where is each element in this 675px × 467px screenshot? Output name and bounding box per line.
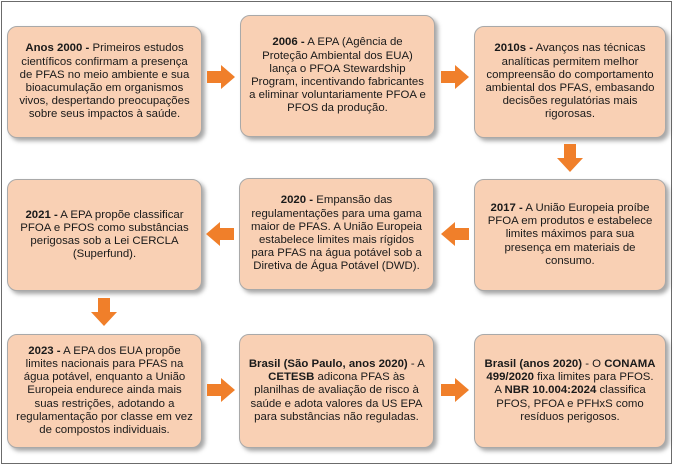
box-year: 2010s - [494,42,534,55]
arrow-right-icon [441,65,469,89]
box-year: Brasil (São Paulo, anos 2020) [248,357,408,370]
box-description: Avanços nas técnicas analíticas permitem melhor compreensão do comportamento ambiental dos PFAS, embasando decisões regulatórias mais rigorosas. [485,42,655,121]
timeline-box-text [483,42,657,121]
timeline-box-2017 [474,179,666,291]
arrow-left-icon [206,222,234,246]
box-description: Empansão das regulamentações para uma gama maior de PFAS. A União Europeia estabelece limites mais rígidos para PFAS na água potável sob a Diretiva de Água Potável (DWD). [251,194,422,273]
box-year: Brasil (anos 2020) [484,357,583,370]
timeline-box-2023 [7,334,202,448]
box-description: Primeiros estudos científicos confirmam a presença de PFAS no meio ambiente e sua bioacumulação em organismos vivos, despertando preocupações sobre seus impactos à saúde. [19,42,190,121]
timeline-box-text [248,358,425,424]
timeline-box-2021 [7,179,202,291]
timeline-box-text [249,36,426,115]
box-year: 2020 - [280,194,314,207]
box-year: 2023 - [28,344,61,357]
arrow-right-icon [207,65,235,89]
timeline-box-text [16,209,193,262]
box-description: A União Europeia proíbe PFOA em produtos e estabelece limites máximos para sua presença em materiais de consumo. [487,201,653,267]
box-description: - A [407,357,425,370]
box-description: - O [582,357,605,370]
timeline-box-text [483,202,657,268]
box-description: A EPA (Agência de Proteção Ambiental dos EUA) lança o PFOA Stewardship Program, incentivando fabricantes a eliminar voluntariamente PFOA e PFOS da produção. [249,36,426,115]
arrow-left-icon [441,222,469,246]
box-year: 2021 - [25,208,58,221]
box-year: Anos 2000 - [25,42,90,55]
arrow-down-icon [91,298,117,326]
arrow-down-icon [557,144,583,172]
arrow-right-icon [207,378,235,402]
timeline-box-2006 [240,15,435,137]
timeline-box-text [16,345,193,437]
box-highlight: NBR 10.004:2024 [504,384,597,397]
timeline-box-anos-2000 [7,26,202,138]
timeline-box-text [483,358,657,424]
box-highlight: CETESB [268,371,315,384]
box-description: A EPA propõe classificar PFOA e PFOS como substâncias perigosas sob a Lei CERCLA (Superfund). [20,208,189,261]
box-description: classifica PFOS, PFOA e PFHxS como resíduos perigosos. [496,384,646,423]
box-year: 2017 - [490,201,523,214]
timeline-box-text [248,194,425,273]
timeline-box-brasil [474,334,666,448]
arrow-right-icon [441,378,469,402]
box-year: 2006 - [272,36,305,49]
timeline-box-2020 [239,178,434,290]
box-highlight: CONAMA 499/2020 [486,357,656,384]
timeline-box-2010s [474,26,666,138]
timeline-box-text [16,42,193,121]
box-description: A EPA dos EUA propõe limites nacionais para PFAS na água potável, enquanto a União Europeia endurece ainda mais suas restrições, adotando a regulamentação por classe em vez de compostos individuais. [16,344,193,436]
box-description: adicona PFAS às planilhas de avaliação de risco à saúde e adota valores da US EPA para substâncias não reguladas. [250,371,423,423]
timeline-box-brasil-sao-paulo [239,334,434,448]
box-description: fixa limites para PFOS. A [494,371,654,397]
